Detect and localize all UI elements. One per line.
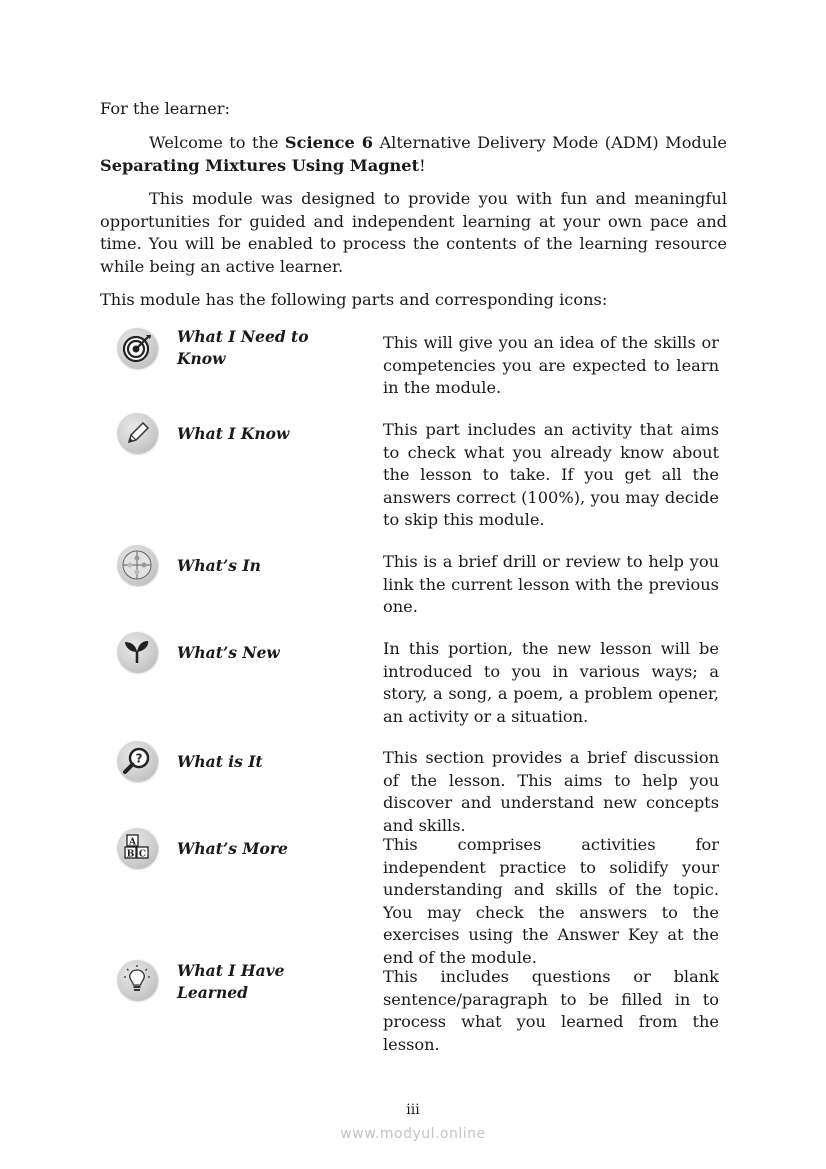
part-title: What I Have Learned (177, 961, 285, 1002)
svg-text:?: ? (135, 751, 143, 766)
part-title: What’s More (177, 839, 288, 858)
puzzle-icon (117, 545, 157, 585)
part-title: What is It (177, 752, 263, 771)
pencil-icon (117, 413, 157, 453)
part-description: This section provides a brief discussion of the lesson. This aims to help you discover and understand new concepts and skills. (383, 748, 719, 835)
part-description: This part includes an activity that aims to check what you already know about the lesson to take. If you get all the answers correct (100%), you may decide to skip this module. (383, 420, 719, 530)
svg-text:C: C (138, 849, 147, 860)
part-description: This includes questions or blank sentence/paragraph to be filled in to process what you learned from the lesson. (383, 967, 719, 1054)
part-description: This comprises activities for independent practice to solidify your understanding and skills of the topic. You may check the answers to the exercises using the Answer Key at the end of the module. (383, 835, 719, 967)
module-title: Separating Mixtures Using Magnet (100, 155, 420, 175)
part-title: What’s New (177, 643, 280, 662)
welcome-paragraph: Welcome to the Science 6 Alternative Delivery Mode (ADM) Module Separating Mixtures Using Magnet! (100, 133, 727, 175)
lightbulb-icon (117, 960, 157, 1000)
watermark: www.modyul.online (340, 1126, 486, 1142)
magnifier-question-icon (117, 741, 157, 781)
parts-intro: This module has the following parts and corresponding icons: (100, 290, 608, 309)
part-title: What I Need to Know (177, 327, 309, 368)
abc-blocks-icon (117, 828, 157, 868)
subject-name: Science 6 (284, 133, 374, 152)
sprout-icon (117, 632, 157, 672)
svg-text:A: A (129, 837, 136, 848)
part-title: What I Know (177, 424, 290, 443)
part-title: What’s In (177, 556, 261, 575)
part-description: This will give you an idea of the skills or competencies you are expected to learn in the module. (383, 333, 719, 398)
greeting: For the learner: (100, 99, 230, 118)
part-description: In this portion, the new lesson will be introduced to you in various ways; a story, a song, a poem, a problem opener, an activity or a situation. (383, 639, 719, 726)
page-number: iii (406, 1102, 420, 1118)
module-description: This module was designed to provide you with fun and meaningful opportunities for guided and independent learning at your own pace and time. You will be enabled to process the contents of the learning resource while being an active learner. (100, 189, 727, 276)
svg-text:B: B (126, 849, 135, 860)
part-description: This is a brief drill or review to help you link the current lesson with the previous one. (383, 552, 719, 617)
target-icon (117, 328, 157, 368)
